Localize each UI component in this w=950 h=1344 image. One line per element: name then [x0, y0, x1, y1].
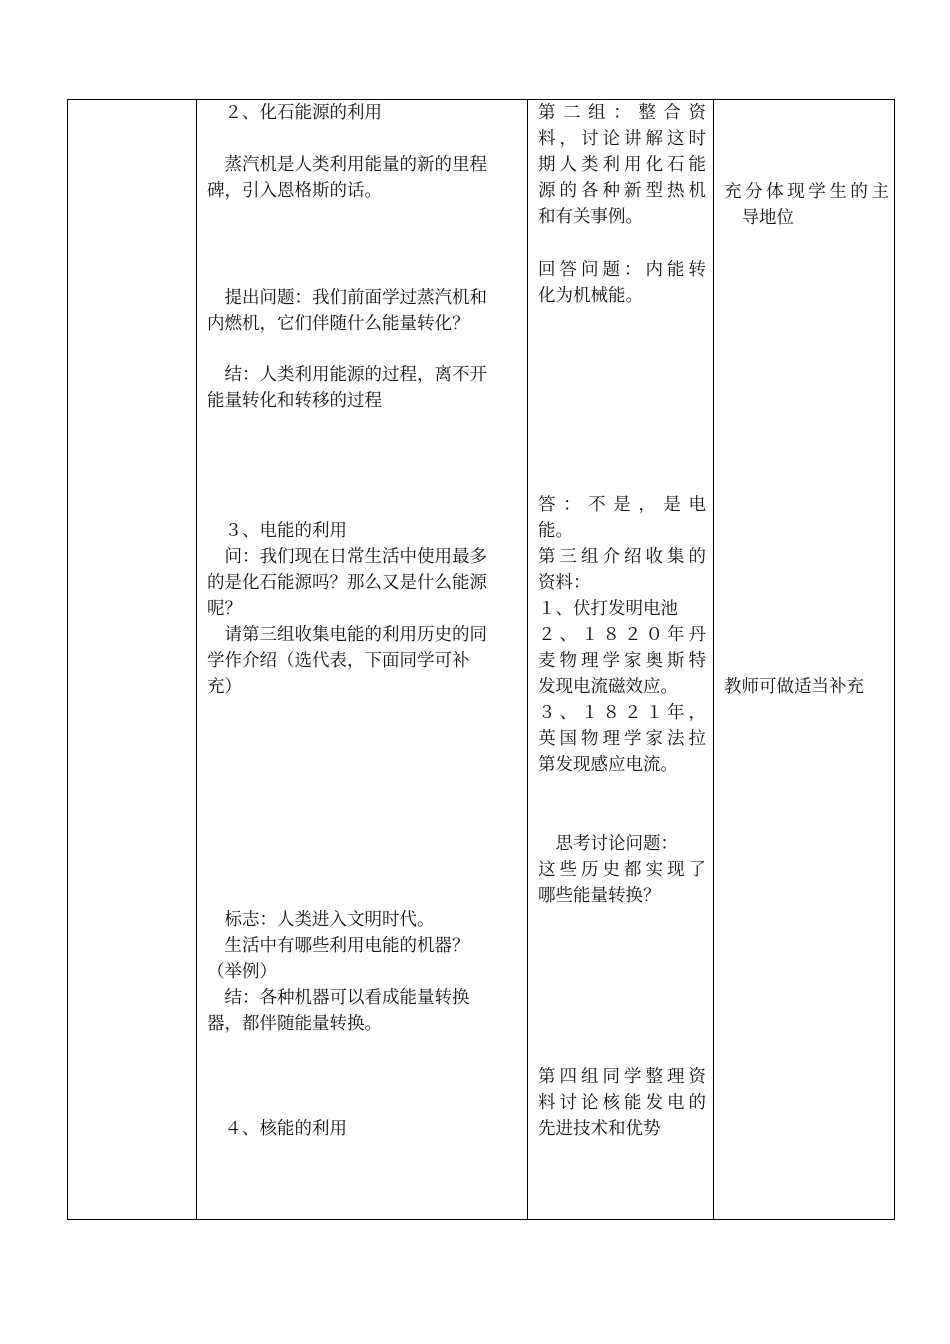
text-line: １、伏打发明电池 [538, 599, 678, 619]
text-line: 麦物理学家奥斯特 [538, 651, 706, 671]
text-line: 发现电流磁效应。 [538, 677, 678, 697]
text-line: 第发现感应电流。 [538, 755, 678, 775]
text-line: 结：人类利用能源的过程，离不开 [207, 365, 487, 385]
text-line: 充） [207, 677, 242, 697]
text-line: 英国物理学家法拉 [538, 729, 706, 749]
text-line: 能量转化和转移的过程 [207, 391, 382, 411]
text-line: 呢？ [207, 599, 242, 619]
column-student-activity [528, 100, 713, 1219]
text-line: 和有关事例。 [538, 207, 643, 227]
text-line: 学作介绍（选代表，下面同学可补 [207, 651, 470, 671]
text-line: 生活中有哪些利用电能的机器？ [207, 936, 470, 956]
section-heading-electric: ３、电能的利用 [207, 521, 347, 541]
text-line: 先进技术和优势 [538, 1119, 661, 1139]
text-line: 期人类利用化石能 [538, 155, 706, 175]
text-line: 回答问题：内能转 [538, 260, 706, 280]
text-line: 请第三组收集电能的利用历史的同 [207, 625, 487, 645]
text-line: 蒸汽机是人类利用能量的新的里程 [207, 155, 487, 175]
text-line: 标志：人类进入文明时代。 [207, 910, 435, 930]
text-line: （举例） [207, 962, 277, 982]
text-line: 料，讨论讲解这时 [538, 129, 706, 149]
text-line: 的是化石能源吗？那么又是什么能源 [207, 573, 487, 593]
text-line: 提出问题：我们前面学过蒸汽机和 [207, 288, 487, 308]
text-line: 答：不是，是电 [538, 495, 706, 515]
text-line: 导地位 [724, 208, 794, 228]
column-teacher-activity [197, 100, 527, 1219]
text-line: 能。 [538, 521, 573, 541]
text-line: 源的各种新型热机 [538, 181, 706, 201]
text-line: 器，都伴随能量转换。 [207, 1014, 382, 1034]
text-line: 化为机械能。 [538, 286, 643, 306]
column-design-intent [714, 100, 894, 1219]
text-line: ２、１８２０年丹 [538, 625, 706, 645]
text-line: 哪些能量转换？ [538, 886, 661, 906]
text-line: 充分体现学生的主 [724, 182, 889, 202]
text-line: 第四组同学整理资 [538, 1067, 706, 1087]
text-line: 料讨论核能发电的 [538, 1093, 706, 1113]
text-line: 教师可做适当补充 [724, 677, 864, 697]
text-line: 碑，引入恩格斯的话。 [207, 181, 382, 201]
text-line: 内燃机，它们伴随什么能量转化？ [207, 314, 470, 334]
section-heading-nuclear: ４、核能的利用 [207, 1119, 347, 1139]
text-line: 结：各种机器可以看成能量转换 [207, 988, 470, 1008]
section-heading-fossil: ２、化石能源的利用 [207, 103, 382, 123]
text-line: 资料： [538, 573, 591, 593]
text-line: ３、１８２１年， [538, 703, 706, 723]
text-line: 第二组：整合资 [538, 103, 706, 123]
text-line: 第三组介绍收集的 [538, 547, 706, 567]
column-blank [68, 100, 196, 1219]
text-line: 问：我们现在日常生活中使用最多 [207, 547, 487, 567]
text-line: 这些历史都实现了 [538, 860, 706, 880]
lesson-table [67, 99, 895, 1220]
text-line: 思考讨论问题： [538, 834, 678, 854]
